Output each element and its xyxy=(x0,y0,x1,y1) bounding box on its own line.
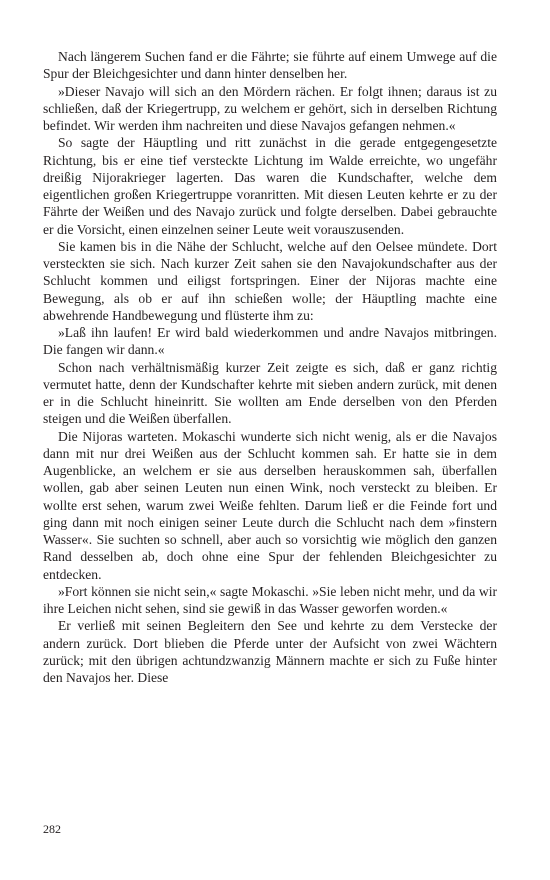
body-text xyxy=(43,48,497,686)
paragraph: Schon nach verhältnismäßig kurzer Zeit zeigte es sich, daß er ganz richtig vermutet hatte, denn der Kundschafter kehrte mit sieben andern zurück, mit denen er in die Schlucht hineinritt. Sie wollten am Ende derselben von den Pferden steigen und die Weißen überfallen. xyxy=(43,359,497,427)
paragraph: Nach längerem Suchen fand er die Fährte; sie führte auf einem Umwege auf die Spur der Bleichgesichter und dann hinter denselben her. xyxy=(43,49,497,82)
paragraph: Er verließ mit seinen Begleitern den See und kehrte zu dem Verstecke der andern zurück. Dort blieben die Pferde unter der Aufsicht von zwei Wächtern zurück; mit den übrigen achtundzwanzig Männern machte er sich zu Fuße hinter den Navajos her. Diese xyxy=(43,618,497,685)
paragraph: »Dieser Navajo will sich an den Mördern rächen. Er folgt ihnen; daraus ist zu schließen, daß der Kriegertrupp, zu welchem er gehört, sich in derselben Richtung befindet. Wir werden ihm nachreiten und diese Navajos gefangen nehmen.« xyxy=(43,83,497,133)
paragraph: »Fort können sie nicht sein,« sagte Mokaschi. »Sie leben nicht mehr, und da wir ihre Leichen nicht sehen, sind sie gewiß in das Wasser geworfen worden.« xyxy=(43,583,497,616)
page-number: 282 xyxy=(43,822,61,836)
paragraph: Sie kamen bis in die Nähe der Schlucht, welche auf den Oelsee mündete. Dort versteckten sie sich. Nach kurzer Zeit sahen sie den Navajokundschafter aus der Schlucht kommen und eiligst fortspringen. Einer der Nijoras machte eine Bewegung, als ob er auf ihn schießen wolle; der Häuptling machte eine abwehrende Handbewegung und flüsterte ihm zu: xyxy=(43,238,497,323)
paragraph: Die Nijoras warteten. Mokaschi wunderte sich nicht wenig, als er die Navajos dann mit nur drei Weißen aus der Schlucht kommen sah. Er hatte sie in dem Augenblicke, an welchem er sie aus derselben herauskommen sah, überfallen wollen, gab aber seinen Leuten nun einen Wink, noch versteckt zu bleiben. Er wollte erst sehen, warum zwei Weiße fehlten. Darum ließ er die Feinde fort und ging dann mit noch einigen seiner Leute durch die Schlucht nach dem »finstern Wasser«. Sie suchten so schnell, aber auch so vorsichtig wie möglich den ganzen Rand desselben ab, doch ohne eine Spur der fehlenden Bleichgesichter zu entdecken. xyxy=(43,428,497,582)
paragraph: »Laß ihn laufen! Er wird bald wiederkommen und andre Navajos mitbringen. Die fangen wir dann.« xyxy=(43,325,497,358)
paragraph: So sagte der Häuptling und ritt zunächst in die gerade entgegengesetzte Richtung, bis er eine tief versteckte Lichtung im Walde erreichte, wo ungefähr dreißig Nijorakrieger lagerten. Das waren die Kundschafter, welche dem eigentlichen großen Kriegertruppe voranritten. Mit diesen Leuten kehrte er zu der Fährte der Weißen und des Navajo zurück und folgte derselben. Dabei gebrauchte er die Vorsicht, einen einzelnen seiner Leute weit vorauszusenden. xyxy=(43,135,497,237)
